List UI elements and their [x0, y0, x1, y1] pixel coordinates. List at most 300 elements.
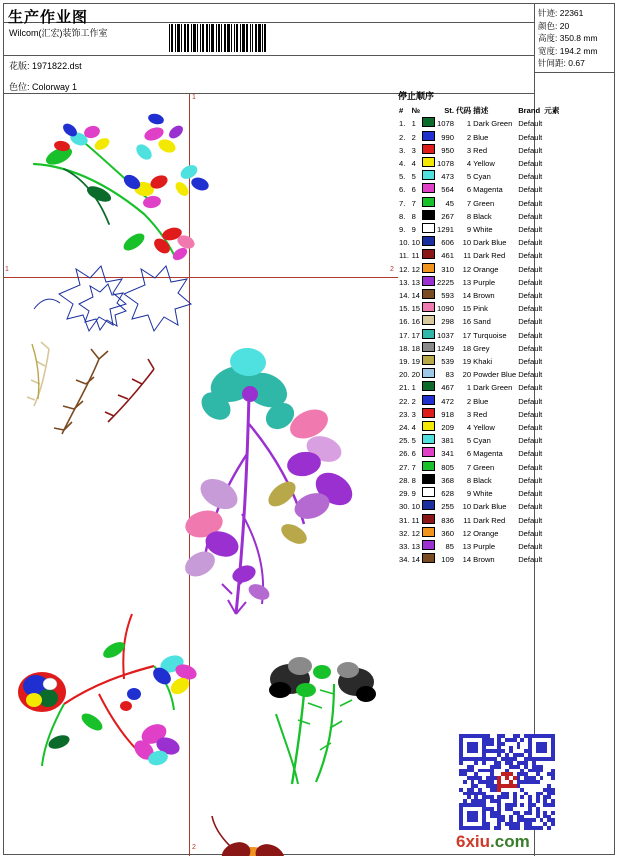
cell-description: Magenta	[473, 449, 503, 459]
color-table	[398, 104, 560, 566]
cell-brand: Default	[518, 132, 543, 142]
cell-stitches: 298	[441, 317, 454, 327]
cell-code: 12	[462, 528, 472, 538]
cell-number: 9	[411, 225, 416, 235]
stat-height	[538, 32, 614, 45]
cell-index: 26.	[399, 449, 410, 459]
table-row	[398, 461, 560, 474]
cell-description: Khaki	[473, 357, 493, 367]
cell-description: Dark Blue	[473, 238, 507, 248]
cell-swatch	[421, 474, 436, 487]
cell-brand: Default	[518, 357, 543, 367]
cell-index: 12.	[399, 264, 410, 274]
cell-stitches: 836	[441, 515, 454, 525]
cell-brand: Default	[518, 502, 543, 512]
cell-description: Black	[473, 475, 492, 485]
cell-code: 6	[466, 449, 472, 459]
table-row	[398, 131, 560, 144]
cell-stitches: 255	[441, 502, 454, 512]
table-row	[398, 447, 560, 460]
cell-brand: Default	[518, 211, 543, 221]
table-row	[398, 329, 560, 342]
cell-index: 16.	[399, 317, 410, 327]
barcode	[169, 24, 279, 52]
cell-swatch	[421, 197, 436, 210]
cell-brand: Default	[518, 555, 543, 565]
cell-index: 22.	[399, 396, 410, 406]
cell-swatch	[421, 157, 436, 170]
cell-stitches: 368	[441, 475, 454, 485]
cell-index: 32.	[399, 528, 410, 538]
cell-description: Yellow	[473, 423, 495, 433]
cell-number: 17	[411, 330, 421, 340]
cell-stitches: 473	[441, 172, 454, 182]
cell-index: 29.	[399, 489, 410, 499]
cell-number: 12	[411, 264, 421, 274]
cell-stitches: 1078	[437, 159, 454, 169]
cell-code: 2	[466, 396, 472, 406]
table-row	[398, 514, 560, 527]
cell-stitches: 467	[441, 383, 454, 393]
table-row	[398, 117, 560, 130]
cell-number: 14	[411, 291, 421, 301]
design-preview	[4, 94, 398, 856]
cell-number: 11	[411, 515, 420, 525]
cell-swatch	[421, 395, 436, 408]
stat-height-label: 高度:	[538, 33, 558, 43]
cell-index: 33.	[399, 541, 410, 551]
cell-code: 4	[466, 159, 472, 169]
cell-stitches: 360	[441, 528, 454, 538]
cell-number: 4	[411, 423, 416, 433]
cell-swatch	[421, 553, 436, 566]
cell-brand: Default	[518, 159, 543, 169]
cell-brand: Default	[518, 264, 543, 274]
cell-stitches: 950	[441, 145, 454, 155]
cell-brand: Default	[518, 475, 543, 485]
cell-brand: Default	[518, 185, 543, 195]
cell-swatch	[421, 210, 436, 223]
table-row	[398, 527, 560, 540]
th-element: 元素	[544, 106, 560, 116]
table-row	[398, 183, 560, 196]
cell-code: 13	[462, 541, 472, 551]
table-row	[398, 144, 560, 157]
cell-index: 31.	[399, 515, 410, 525]
cell-code: 17	[462, 330, 472, 340]
table-row	[398, 408, 560, 421]
table-row	[398, 315, 560, 328]
cell-swatch	[421, 315, 436, 328]
cell-stitches: 990	[441, 132, 454, 142]
cell-code: 2	[466, 132, 472, 142]
cell-index: 9.	[399, 225, 406, 235]
cell-number: 5	[411, 172, 416, 182]
cell-brand: Default	[518, 330, 543, 340]
cell-number: 1	[411, 119, 416, 129]
cell-description: Red	[473, 145, 488, 155]
cell-number: 8	[411, 475, 416, 485]
cell-swatch	[421, 302, 436, 315]
table-row	[398, 263, 560, 276]
table-row	[398, 540, 560, 553]
design-file-value: 1971822.dst	[32, 61, 82, 71]
stop-sequence-panel	[398, 90, 560, 566]
cell-number: 9	[411, 489, 416, 499]
cell-code: 5	[466, 172, 472, 182]
cell-code: 10	[462, 502, 472, 512]
cell-stitches: 381	[441, 436, 454, 446]
cell-code: 19	[462, 357, 472, 367]
stat-stitch-length	[538, 57, 614, 70]
table-row	[398, 170, 560, 183]
table-row	[398, 302, 560, 315]
cell-code: 9	[466, 225, 472, 235]
cell-index: 18.	[399, 343, 410, 353]
cell-swatch	[421, 236, 436, 249]
cell-stitches: 606	[441, 238, 454, 248]
cell-code: 20	[462, 370, 472, 380]
cell-description: Sand	[473, 317, 491, 327]
studio-name: Wilcom(汇宏)装饰工作室	[9, 28, 108, 38]
cell-description: Dark Green	[473, 383, 513, 393]
cell-description: Pink	[473, 304, 488, 314]
design-file-row	[9, 59, 82, 72]
table-row	[398, 474, 560, 487]
cell-brand: Default	[518, 277, 543, 287]
cell-code: 7	[466, 462, 472, 472]
stat-stitch-length-label: 针间距:	[538, 58, 566, 68]
table-row	[398, 381, 560, 394]
cell-description: Magenta	[473, 185, 503, 195]
table-row	[398, 249, 560, 262]
cell-index: 8.	[399, 211, 406, 221]
cell-brand: Default	[518, 198, 543, 208]
cell-description: Blue	[473, 132, 489, 142]
cell-index: 11.	[399, 251, 409, 261]
cell-swatch	[421, 342, 436, 355]
cell-swatch	[421, 170, 436, 183]
cell-description: Green	[473, 198, 495, 208]
table-row	[398, 197, 560, 210]
table-row	[398, 421, 560, 434]
table-row	[398, 434, 560, 447]
cell-brand: Default	[518, 370, 543, 380]
stat-stitches-value: 22361	[559, 8, 584, 18]
cell-index: 17.	[399, 330, 410, 340]
embroidery-artwork	[4, 94, 398, 856]
colorway-row	[9, 80, 77, 93]
cell-brand: Default	[518, 541, 543, 551]
cell-code: 3	[466, 145, 472, 155]
cell-stitches: 267	[441, 211, 454, 221]
cell-swatch	[421, 540, 436, 553]
cell-index: 3.	[399, 145, 406, 155]
cell-swatch	[421, 368, 436, 381]
cell-brand: Default	[518, 251, 543, 261]
cell-index: 14.	[399, 291, 410, 301]
table-row	[398, 157, 560, 170]
cell-brand: Default	[518, 409, 543, 419]
cell-brand: Default	[518, 238, 543, 248]
th-brand: Brand	[518, 106, 541, 116]
th-stitches: St.	[444, 106, 454, 116]
cell-index: 20.	[399, 370, 410, 380]
qr-code[interactable]	[459, 734, 555, 830]
stop-sequence-title: 停止顺序	[398, 91, 435, 101]
cell-stitches: 341	[441, 449, 454, 459]
cell-code: 14	[462, 291, 472, 301]
cell-stitches: 310	[441, 264, 454, 274]
cell-code: 16	[462, 317, 472, 327]
cell-number: 10	[411, 502, 421, 512]
cell-code: 9	[466, 489, 472, 499]
cell-swatch	[421, 223, 436, 236]
cell-description: Dark Red	[473, 515, 506, 525]
stat-colors-value: 20	[559, 20, 570, 31]
cell-stitches: 1037	[437, 330, 454, 340]
cell-brand: Default	[518, 396, 543, 406]
th-number: №	[411, 106, 421, 116]
cell-swatch	[421, 421, 436, 434]
cell-brand: Default	[518, 304, 543, 314]
cell-number: 5	[411, 436, 416, 446]
cell-brand: Default	[518, 317, 543, 327]
cell-code: 8	[466, 475, 472, 485]
cell-description: Cyan	[473, 172, 491, 182]
cell-description: White	[473, 225, 493, 235]
stats-panel	[538, 7, 614, 70]
stat-colors	[538, 20, 614, 33]
th-code: 代码	[455, 106, 472, 116]
cell-number: 13	[411, 277, 421, 287]
cell-stitches: 628	[441, 489, 454, 499]
cell-brand: Default	[518, 383, 543, 393]
stats-divider	[534, 72, 615, 73]
cell-brand: Default	[518, 145, 543, 155]
cell-number: 13	[411, 541, 421, 551]
cell-description: Black	[473, 211, 492, 221]
cell-description: Green	[473, 462, 495, 472]
cell-index: 25.	[399, 436, 410, 446]
cell-number: 18	[411, 343, 421, 353]
cell-swatch	[421, 408, 436, 421]
cell-index: 27.	[399, 462, 410, 472]
header-divider-2	[4, 55, 534, 56]
cell-swatch	[421, 131, 436, 144]
stat-stitches	[538, 7, 614, 20]
cell-description: Orange	[473, 264, 499, 274]
cell-swatch	[421, 289, 436, 302]
cell-number: 3	[411, 409, 416, 419]
cell-index: 24.	[399, 423, 410, 433]
stat-stitches-label: 针迹:	[538, 8, 558, 18]
cell-number: 1	[411, 383, 416, 393]
cell-index: 1.	[399, 119, 406, 129]
cell-brand: Default	[518, 423, 543, 433]
cell-code: 11	[463, 251, 472, 261]
cell-index: 4.	[399, 159, 406, 169]
cell-description: Dark Green	[473, 119, 513, 129]
cell-brand: Default	[518, 489, 543, 499]
cell-code: 5	[466, 436, 472, 446]
th-description: 描述	[473, 106, 489, 116]
cell-code: 12	[462, 264, 472, 274]
cell-swatch	[421, 276, 436, 289]
table-row	[398, 342, 560, 355]
stat-colors-label: 颜色:	[538, 20, 558, 31]
cell-swatch	[421, 117, 436, 130]
cell-number: 8	[411, 211, 416, 221]
cell-swatch	[421, 487, 436, 500]
cell-code: 3	[466, 409, 472, 419]
th-index: #	[399, 106, 404, 116]
cell-stitches: 2225	[437, 277, 454, 287]
cell-index: 28.	[399, 475, 410, 485]
cell-brand: Default	[518, 343, 543, 353]
colorway-label: 色位:	[9, 82, 30, 92]
cell-number: 6	[411, 185, 416, 195]
cell-description: Blue	[473, 396, 489, 406]
cell-swatch	[421, 447, 436, 460]
stat-stitch-length-value: 0.67	[568, 58, 585, 68]
cell-description: Turquoise	[473, 330, 507, 340]
cell-description: Brown	[473, 291, 495, 301]
cell-stitches: 45	[445, 198, 454, 208]
table-row	[398, 236, 560, 249]
cell-code: 1	[466, 119, 472, 129]
stat-width	[538, 45, 614, 58]
cell-number: 14	[411, 555, 421, 565]
table-row	[398, 223, 560, 236]
cell-description: Dark Red	[473, 251, 506, 261]
cell-stitches: 472	[441, 396, 454, 406]
cell-stitches: 209	[441, 423, 454, 433]
print-sheet	[3, 3, 615, 855]
cell-stitches: 1249	[437, 343, 454, 353]
cell-swatch	[421, 183, 436, 196]
cell-brand: Default	[518, 436, 543, 446]
cell-swatch	[421, 500, 436, 513]
axis-mark-top: 1	[192, 94, 196, 101]
cell-swatch	[421, 355, 436, 368]
cell-stitches: 593	[441, 291, 454, 301]
cell-stitches: 918	[441, 409, 454, 419]
design-file-label: 花版:	[9, 61, 30, 71]
cell-swatch	[421, 144, 436, 157]
cell-stitches: 539	[441, 357, 454, 367]
cell-swatch	[421, 514, 436, 527]
cell-swatch	[421, 461, 436, 474]
stat-width-value: 194.2 mm	[559, 45, 598, 56]
cell-number: 15	[411, 304, 421, 314]
cell-stitches: 1090	[437, 304, 454, 314]
table-row	[398, 500, 560, 513]
cell-description: White	[473, 489, 493, 499]
cell-brand: Default	[518, 462, 543, 472]
cell-description: Purple	[473, 277, 496, 287]
cell-description: Cyan	[473, 436, 491, 446]
cell-code: 11	[463, 515, 472, 525]
cell-code: 4	[466, 423, 472, 433]
cell-index: 21.	[399, 383, 410, 393]
cell-stitches: 1291	[437, 225, 454, 235]
cell-number: 2	[411, 396, 416, 406]
cell-number: 6	[411, 449, 416, 459]
cell-brand: Default	[518, 119, 543, 129]
th-swatch	[421, 104, 436, 117]
cell-swatch	[421, 329, 436, 342]
cell-brand: Default	[518, 449, 543, 459]
cell-description: Orange	[473, 528, 499, 538]
cell-code: 1	[466, 383, 472, 393]
stat-width-label: 宽度:	[538, 45, 558, 56]
cell-stitches: 564	[441, 185, 454, 195]
axis-mark-right: 2	[390, 266, 394, 273]
table-row	[398, 487, 560, 500]
cell-number: 7	[411, 198, 416, 208]
page-title: 生产作业图	[8, 9, 89, 26]
cell-swatch	[421, 263, 436, 276]
cell-brand: Default	[518, 291, 543, 301]
watermark-suffix: .com	[490, 832, 530, 851]
cell-code: 6	[466, 185, 472, 195]
table-row	[398, 395, 560, 408]
cell-stitches: 805	[441, 462, 454, 472]
cell-index: 30.	[399, 502, 410, 512]
cell-code: 7	[466, 198, 472, 208]
cell-stitches: 1078	[437, 119, 454, 129]
cell-code: 8	[466, 211, 472, 221]
table-row	[398, 553, 560, 566]
cell-number: 2	[411, 132, 416, 142]
cell-stitches: 85	[445, 541, 454, 551]
cell-code: 18	[462, 343, 472, 353]
cell-number: 16	[411, 317, 421, 327]
cell-swatch	[421, 527, 436, 540]
cell-swatch	[421, 249, 436, 262]
watermark	[456, 832, 530, 852]
table-row	[398, 368, 560, 381]
cell-code: 10	[462, 238, 472, 248]
cell-description: Red	[473, 409, 488, 419]
cell-description: Yellow	[473, 159, 495, 169]
cell-number: 10	[411, 238, 421, 248]
cell-index: 2.	[399, 132, 406, 142]
cell-index: 19.	[399, 357, 410, 367]
stat-height-value: 350.8 mm	[559, 33, 598, 43]
cell-number: 7	[411, 462, 416, 472]
cell-number: 20	[411, 370, 421, 380]
cell-description: Brown	[473, 555, 495, 565]
cell-description: Powder Blue	[473, 370, 517, 380]
cell-brand: Default	[518, 225, 543, 235]
table-row	[398, 276, 560, 289]
cell-index: 15.	[399, 304, 410, 314]
cell-code: 13	[462, 277, 472, 287]
cell-description: Purple	[473, 541, 496, 551]
cell-index: 13.	[399, 277, 410, 287]
cell-index: 34.	[399, 555, 410, 565]
cell-code: 14	[462, 555, 472, 565]
cell-description: Grey	[473, 343, 490, 353]
cell-stitches: 109	[441, 555, 454, 565]
colorway-value: Colorway 1	[32, 82, 78, 92]
color-table-header	[398, 104, 560, 117]
cell-number: 3	[411, 145, 416, 155]
table-row	[398, 355, 560, 368]
table-row	[398, 210, 560, 223]
